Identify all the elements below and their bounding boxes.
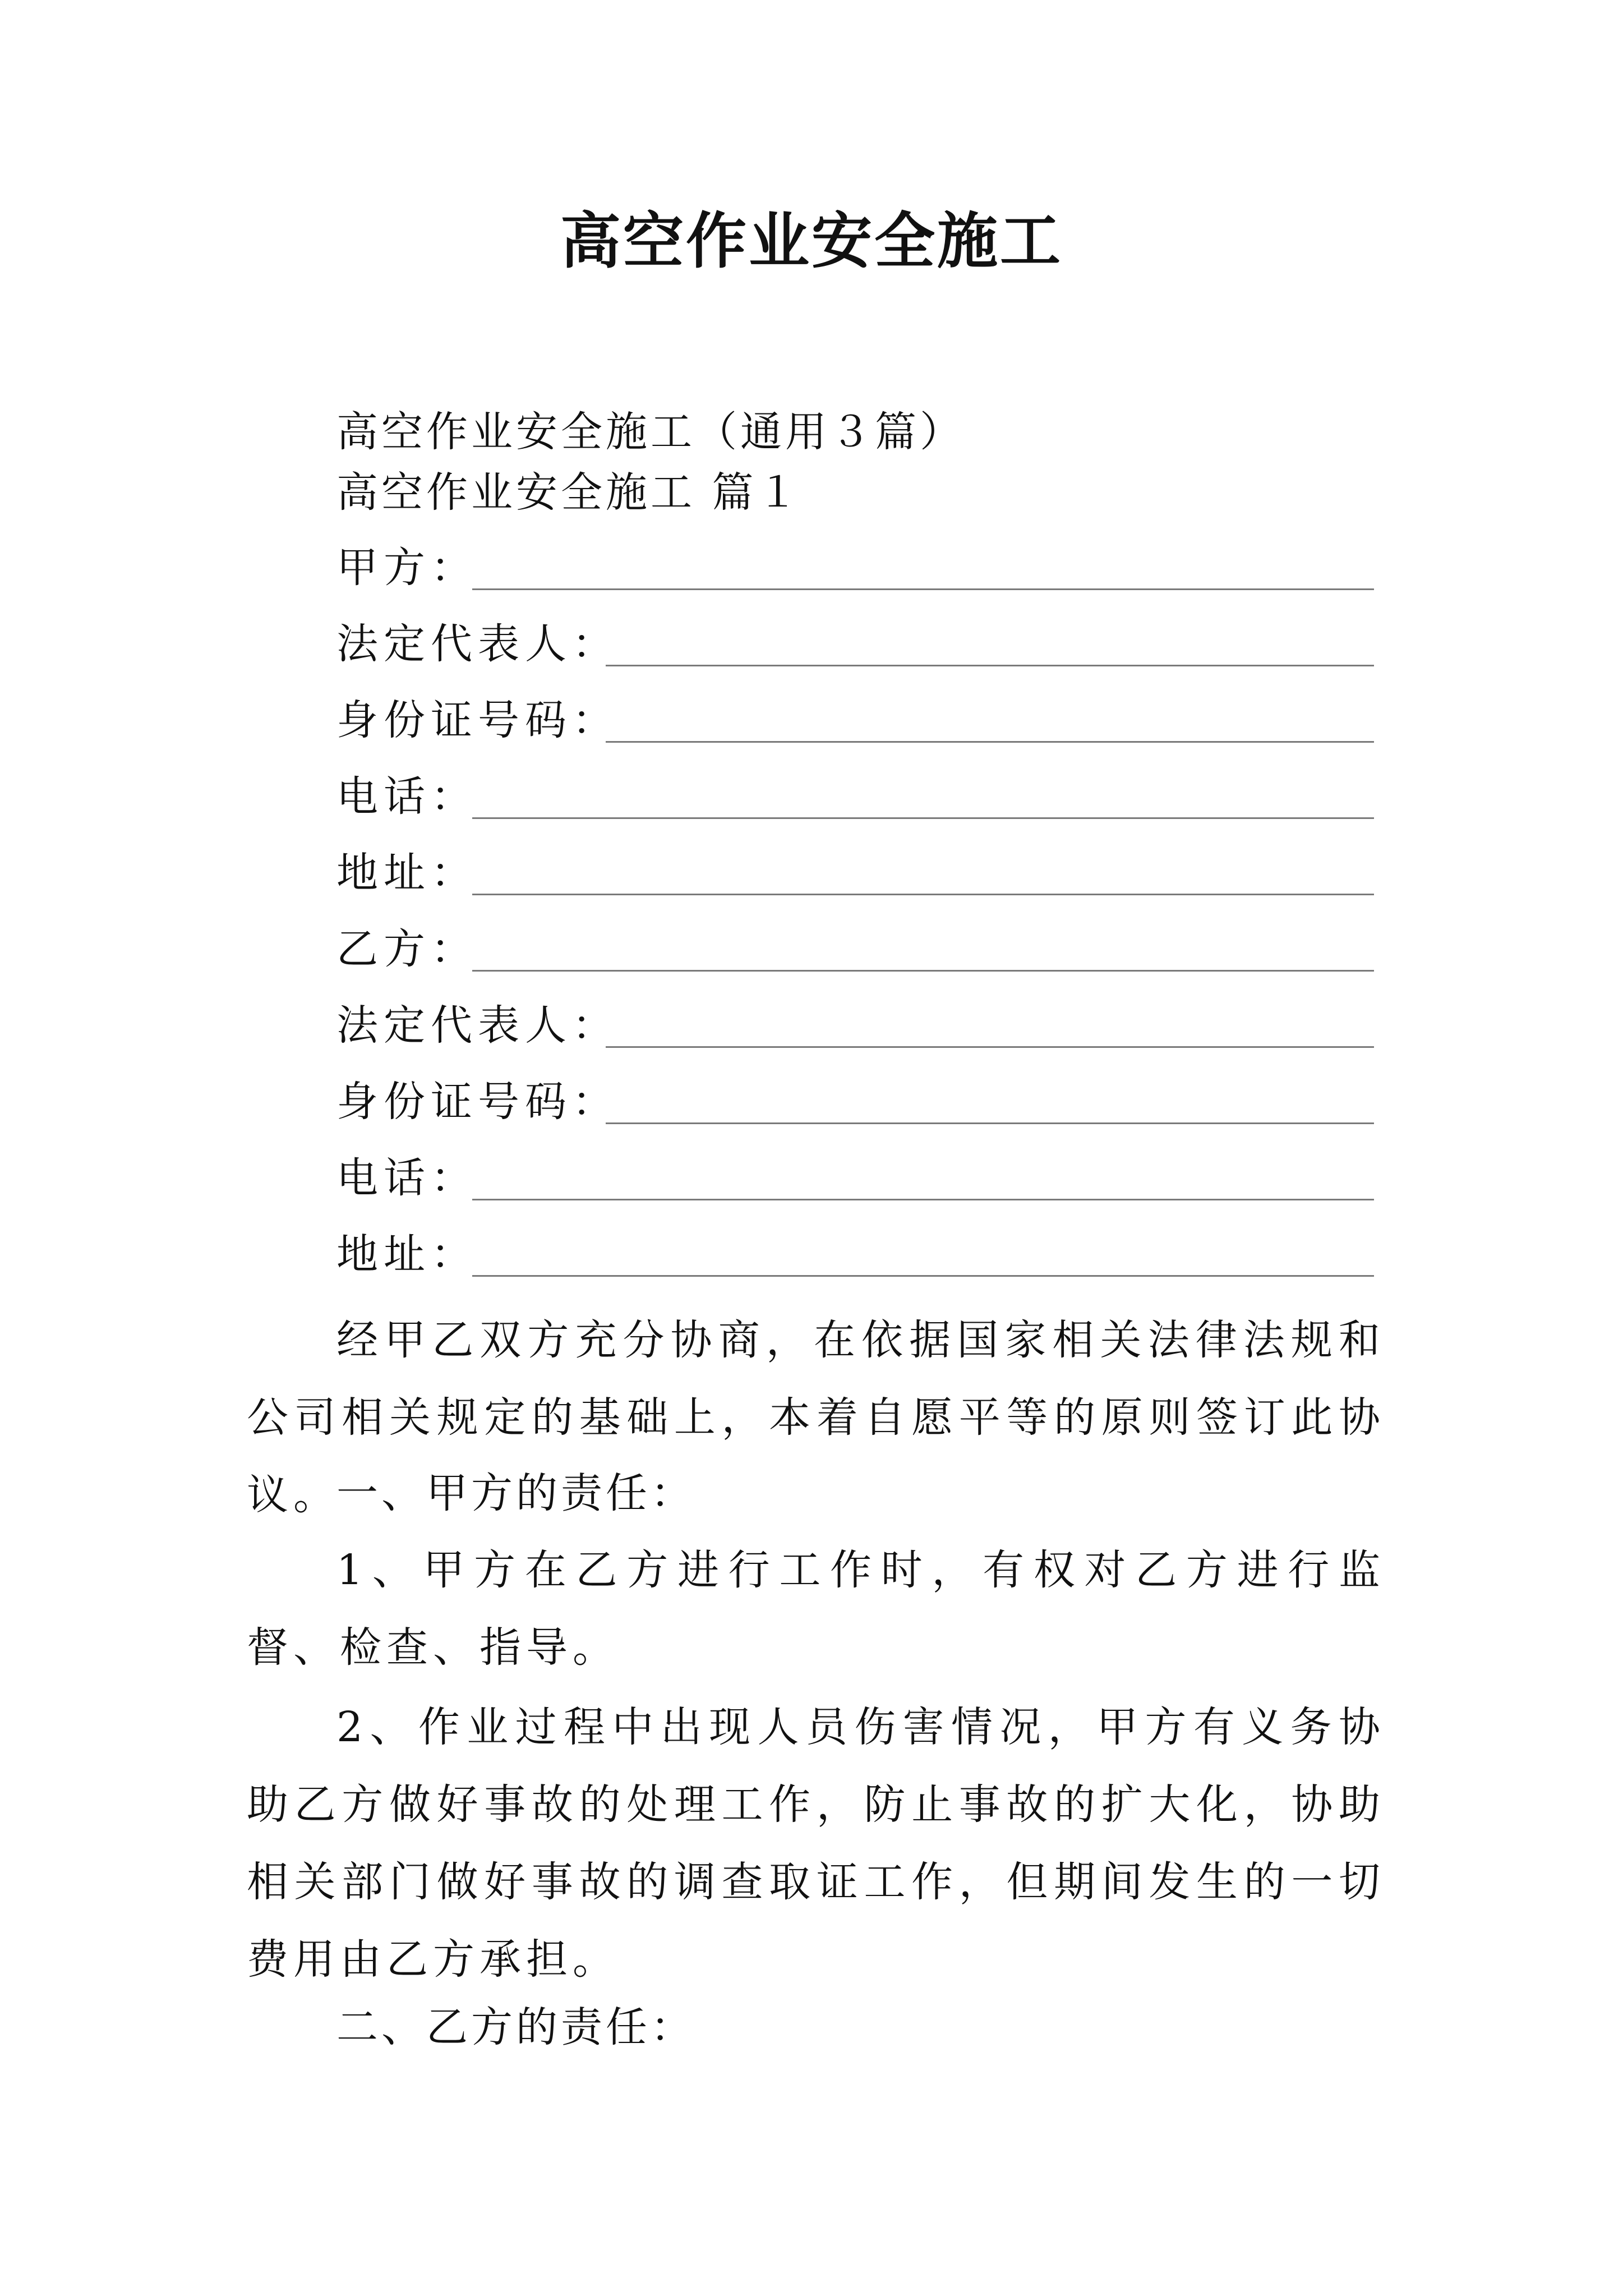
blank-underline bbox=[472, 970, 1374, 972]
party-b-id-number-field[interactable] bbox=[336, 1074, 1374, 1130]
party-b-duties-heading: 二、乙方的责任： bbox=[336, 2003, 695, 2051]
party-a-address-field[interactable] bbox=[336, 845, 1374, 901]
field-label: 身份证号码： bbox=[336, 696, 619, 744]
blank-underline bbox=[472, 1199, 1374, 1200]
blank-underline bbox=[606, 1046, 1374, 1048]
field-label: 法定代表人： bbox=[336, 620, 619, 668]
document-title: 高空作业安全施工 bbox=[560, 206, 1063, 277]
party-a-phone-field[interactable] bbox=[336, 769, 1374, 825]
field-label: 地址： bbox=[336, 1230, 478, 1278]
field-label: 电话： bbox=[336, 1154, 478, 1202]
field-label: 地址： bbox=[336, 849, 478, 897]
field-label: 电话： bbox=[336, 772, 478, 821]
party-b-legal-rep-field[interactable] bbox=[336, 997, 1374, 1053]
intro-paragraph: 经甲乙双方充分协商，在依据国家相关法律法规和公司相关规定的基础上，本着自愿平等的原则签订此协议。 bbox=[247, 1316, 1385, 1519]
section-heading: 高空作业安全施工 篇１ bbox=[336, 468, 802, 517]
field-label: 身份证号码： bbox=[336, 1078, 619, 1126]
field-label: 甲方： bbox=[336, 544, 478, 592]
party-b-name-field[interactable] bbox=[336, 921, 1374, 977]
party-a-id-number-field[interactable] bbox=[336, 692, 1374, 748]
clause-1: 1、甲方在乙方进行工作时，有权对乙方进行监督、检查、指导。 bbox=[247, 1546, 1385, 1672]
party-a-name-field[interactable] bbox=[336, 540, 1374, 596]
clause-2: 2、作业过程中出现人员伤害情况，甲方有义务协助乙方做好事故的处理工作，防止事故的扩大化，协助相关部门做好事故的调查取证工作，但期间发生的一切费用由乙方承担。 bbox=[247, 1703, 1385, 1984]
blank-underline bbox=[606, 1122, 1374, 1124]
party-b-address-field[interactable] bbox=[336, 1226, 1374, 1282]
blank-underline bbox=[472, 894, 1374, 895]
party-a-legal-rep-field[interactable] bbox=[336, 616, 1374, 672]
blank-underline bbox=[472, 1275, 1374, 1277]
blank-underline bbox=[472, 588, 1374, 590]
party-a-duties-heading: 一、甲方的责任： bbox=[336, 1469, 695, 1517]
blank-underline bbox=[606, 741, 1374, 743]
blank-underline bbox=[472, 817, 1374, 819]
document-subtitle: 高空作业安全施工（通用３篇） bbox=[336, 408, 965, 456]
field-label: 乙方： bbox=[336, 925, 478, 973]
party-b-phone-field[interactable] bbox=[336, 1150, 1374, 1206]
blank-underline bbox=[606, 665, 1374, 666]
field-label: 法定代表人： bbox=[336, 1001, 619, 1050]
